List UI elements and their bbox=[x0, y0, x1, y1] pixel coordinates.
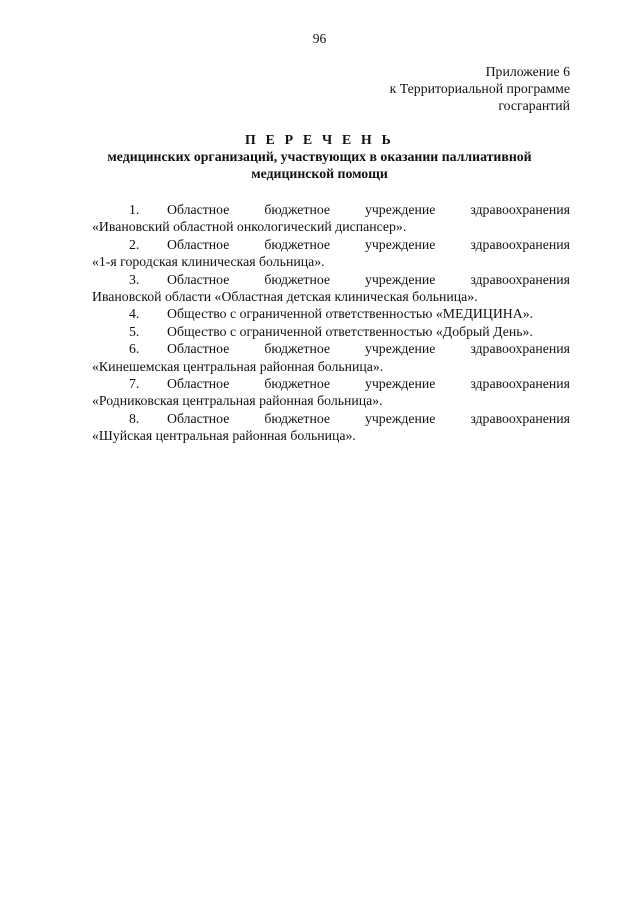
list-item-number: 4. bbox=[129, 306, 140, 322]
list-item-first-line bbox=[92, 340, 570, 357]
list-item bbox=[92, 340, 570, 375]
document-title bbox=[60, 131, 579, 182]
list-item-word: Областное bbox=[167, 271, 230, 287]
list-item-word: Областное bbox=[167, 202, 230, 217]
list-item-first-line bbox=[92, 375, 570, 392]
list-item bbox=[92, 271, 570, 306]
list-item-continuation: «Ивановский областной онкологический диспансер». bbox=[92, 219, 407, 235]
list-item-word: бюджетное bbox=[264, 376, 331, 392]
list-item-first-line bbox=[92, 271, 570, 288]
title-subtitle-line-1: медицинских организаций, участвующих в оказании паллиативной bbox=[107, 149, 532, 164]
title-heading: П Е Р Е Ч Е Н Ь bbox=[245, 132, 394, 147]
list-item-continuation: Ивановской области «Областная детская клиническая больница». bbox=[92, 289, 478, 305]
list-item-first-line bbox=[92, 410, 570, 427]
list-item-number: 2. bbox=[129, 236, 140, 252]
list-item bbox=[92, 375, 570, 410]
list-item-word: Областное bbox=[167, 376, 230, 392]
list-item-number: 7. bbox=[129, 376, 140, 392]
page-number: 96 bbox=[312, 31, 327, 46]
list-item-word: бюджетное bbox=[264, 341, 331, 357]
list-item-number: 1. bbox=[129, 202, 140, 217]
list-item-word: здравоохранения bbox=[470, 236, 570, 252]
list-item-first-line bbox=[92, 201, 570, 218]
list-item bbox=[92, 410, 570, 445]
appendix-header bbox=[390, 63, 570, 114]
list-item bbox=[92, 201, 570, 236]
list-item-continuation: «Кинешемская центральная районная больница». bbox=[92, 358, 384, 374]
list-item-word: бюджетное bbox=[264, 271, 331, 287]
title-subtitle-line-2: медицинской помощи bbox=[251, 166, 388, 181]
list-item-continuation: «Родниковская центральная районная больница». bbox=[92, 393, 383, 409]
list-item-word: здравоохранения bbox=[470, 410, 570, 426]
list-item bbox=[92, 305, 570, 322]
list-item-number: 8. bbox=[129, 410, 140, 426]
list-item-first-line bbox=[92, 236, 570, 253]
list-item-number: 6. bbox=[129, 341, 140, 357]
list-item-word: здравоохранения bbox=[470, 271, 570, 287]
list-item-word: Областное bbox=[167, 341, 230, 357]
list-item-text: Общество с ограниченной ответственностью «Добрый День». bbox=[167, 323, 533, 339]
list-item-word: учреждение bbox=[364, 410, 436, 426]
list-item-word: Областное bbox=[167, 236, 230, 252]
appendix-line-2: к Территориальной программе bbox=[389, 81, 570, 96]
list-item-number: 5. bbox=[129, 323, 140, 339]
list-item-word: учреждение bbox=[364, 341, 436, 357]
list-item-continuation: «Шуйская центральная районная больница». bbox=[92, 428, 356, 444]
appendix-line-1: Приложение 6 bbox=[485, 64, 570, 79]
list-item bbox=[92, 236, 570, 271]
list-item-continuation: «1-я городская клиническая больница». bbox=[92, 254, 325, 270]
list-item-word: бюджетное bbox=[264, 236, 331, 252]
list-item-word: бюджетное bbox=[264, 202, 331, 217]
list-item bbox=[92, 323, 570, 340]
list-item-word: учреждение bbox=[364, 202, 436, 217]
appendix-line-3: госгарантий bbox=[498, 98, 570, 113]
list-item-word: Областное bbox=[167, 410, 230, 426]
list-item-word: здравоохранения bbox=[470, 202, 570, 217]
organization-list bbox=[92, 201, 570, 445]
list-item-word: учреждение bbox=[364, 236, 436, 252]
list-item-word: учреждение bbox=[364, 376, 436, 392]
list-item-number: 3. bbox=[129, 271, 140, 287]
list-item-word: бюджетное bbox=[264, 410, 331, 426]
list-item-word: учреждение bbox=[364, 271, 436, 287]
list-item-word: здравоохранения bbox=[470, 341, 570, 357]
list-item-word: здравоохранения bbox=[470, 376, 570, 392]
list-item-text: Общество с ограниченной ответственностью «МЕДИЦИНА». bbox=[167, 306, 534, 322]
